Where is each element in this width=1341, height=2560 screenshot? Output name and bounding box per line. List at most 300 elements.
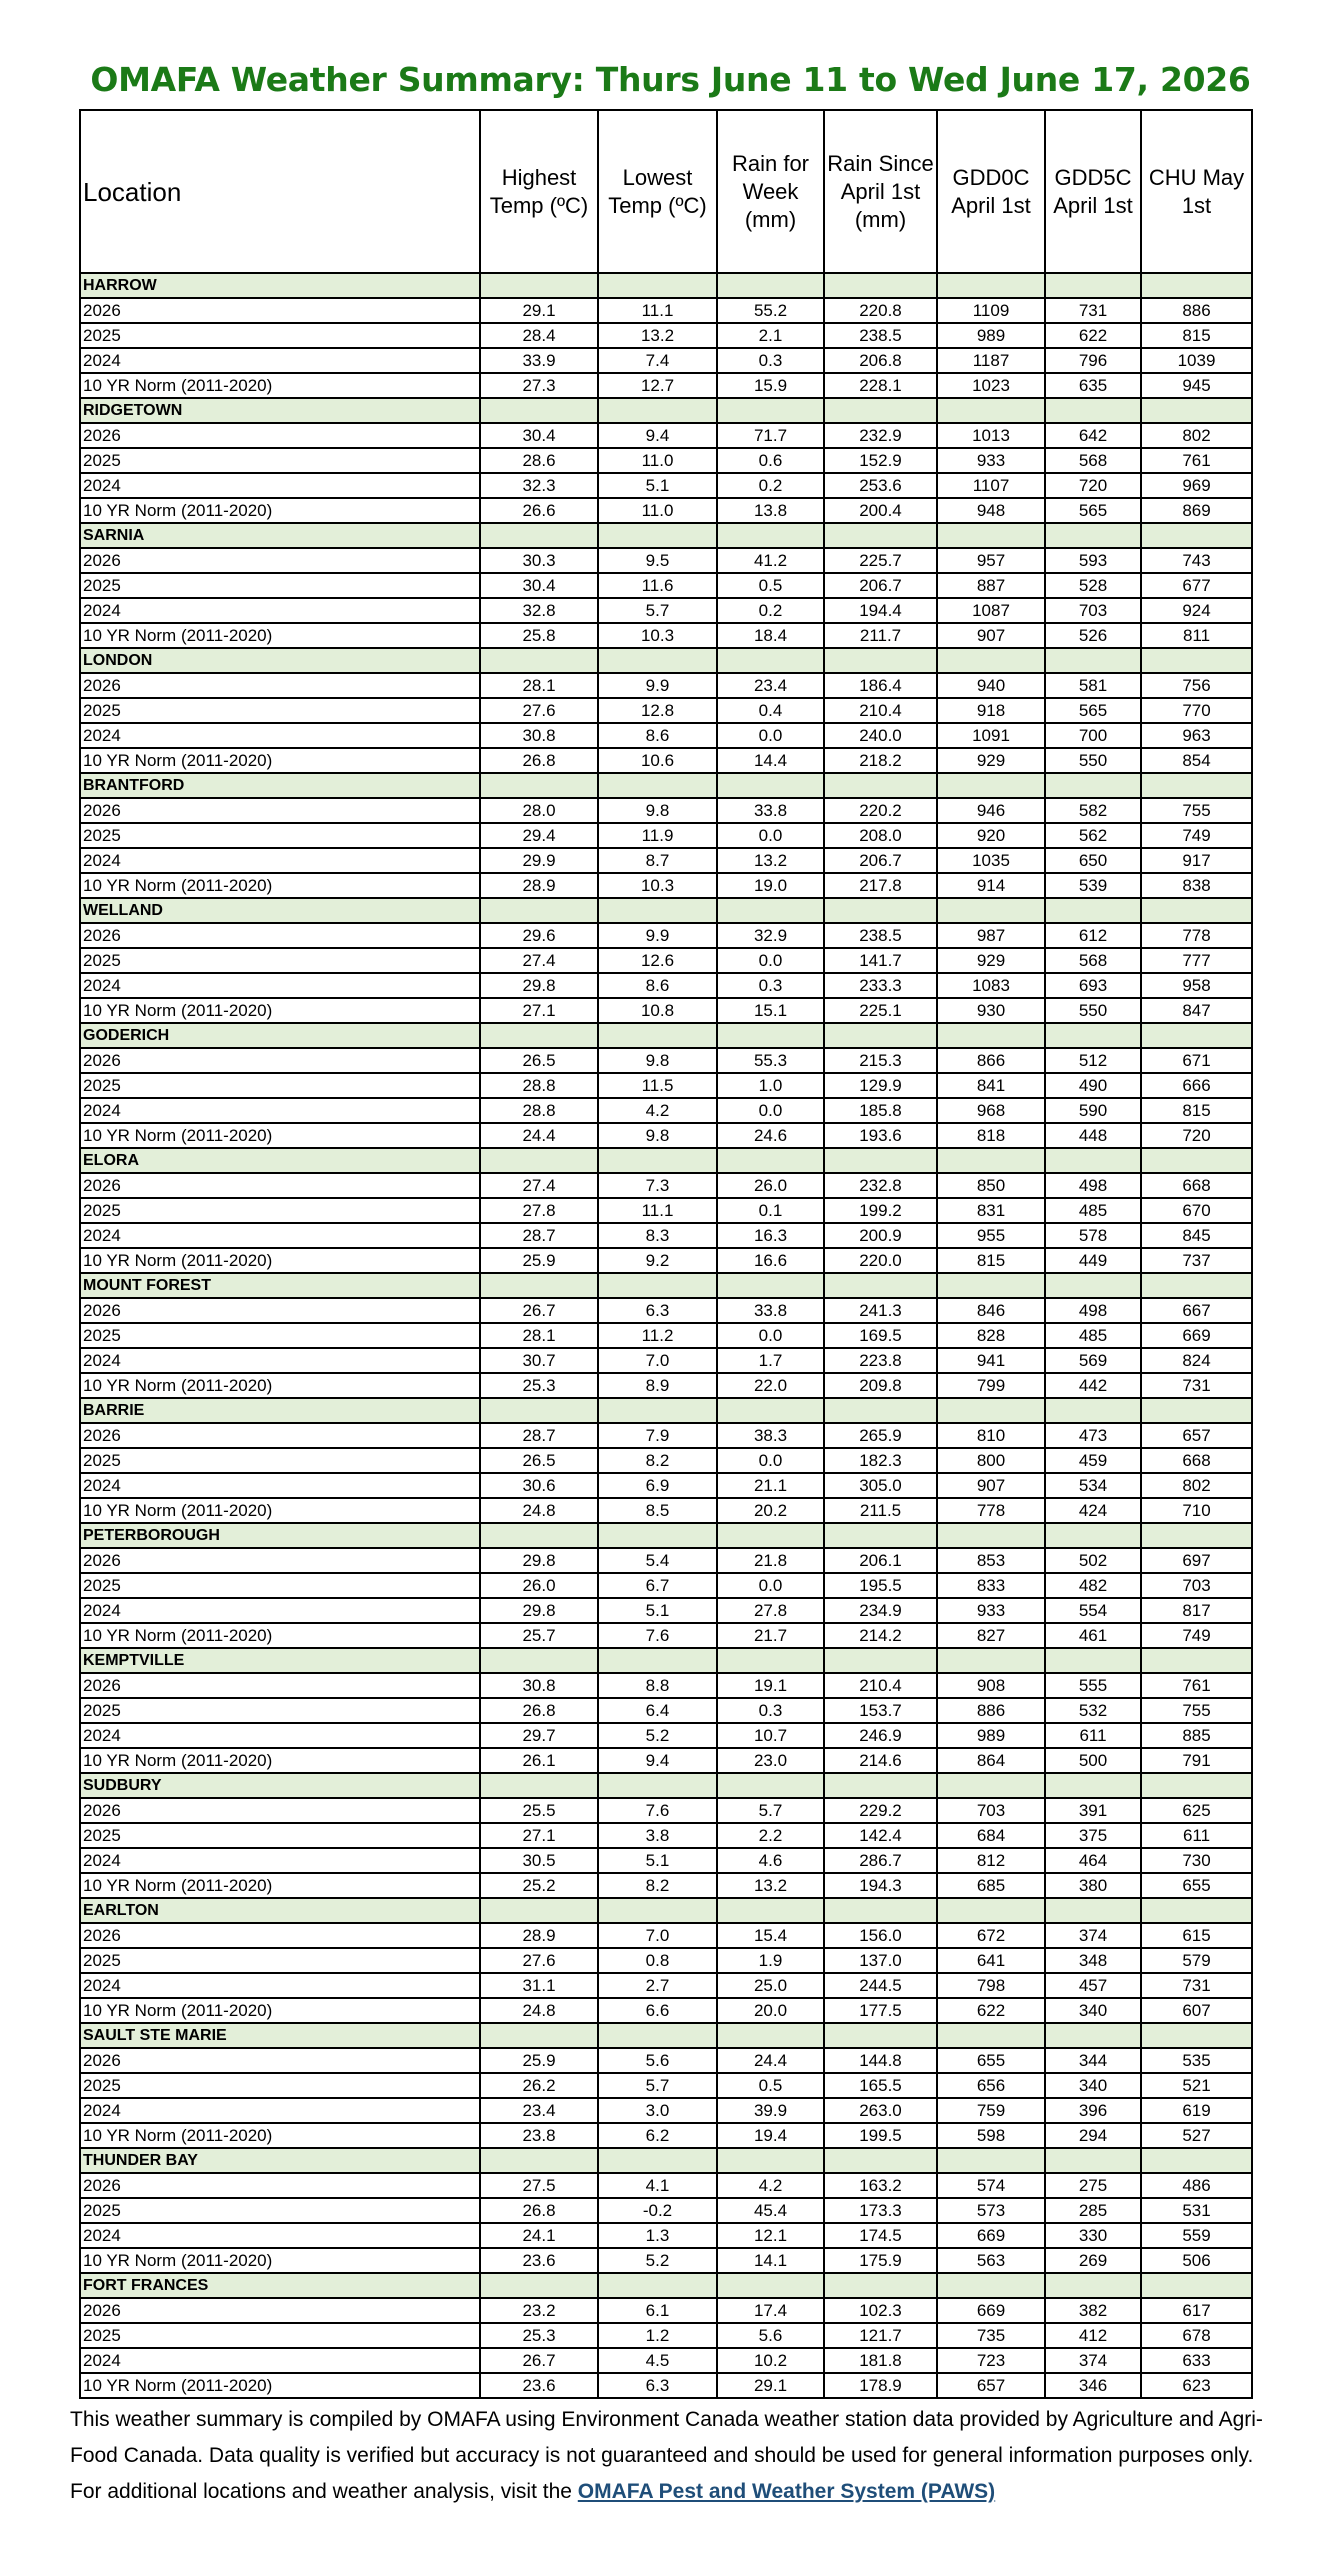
data-cell: 920 (937, 823, 1045, 848)
table-row (80, 2048, 1252, 2073)
data-cell: 21.8 (717, 1548, 824, 1573)
data-cell: 498 (1045, 1298, 1141, 1323)
location-section-row (80, 773, 1252, 798)
data-cell: 562 (1045, 823, 1141, 848)
row-label: 2025 (80, 2198, 480, 2223)
location-section-row (80, 898, 1252, 923)
data-cell: 2.1 (717, 323, 824, 348)
data-cell: 28.9 (480, 1923, 598, 1948)
data-cell: 611 (1141, 1823, 1252, 1848)
data-cell: 989 (937, 323, 1045, 348)
data-cell: 448 (1045, 1123, 1141, 1148)
row-label: 2025 (80, 2323, 480, 2348)
section-empty-cell (480, 523, 598, 548)
data-cell: 731 (1141, 1973, 1252, 1998)
data-cell: 21.7 (717, 1623, 824, 1648)
data-cell: 815 (937, 1248, 1045, 1273)
data-cell: 796 (1045, 348, 1141, 373)
data-cell: 24.8 (480, 1998, 598, 2023)
header-row (80, 110, 1252, 273)
section-empty-cell (1141, 1398, 1252, 1423)
table-row (80, 323, 1252, 348)
data-cell: 0.0 (717, 948, 824, 973)
data-cell: 30.8 (480, 723, 598, 748)
data-cell: 940 (937, 673, 1045, 698)
data-cell: 344 (1045, 2048, 1141, 2073)
data-cell: 565 (1045, 698, 1141, 723)
table-row (80, 1823, 1252, 1848)
section-empty-cell (1045, 1773, 1141, 1798)
data-cell: 811 (1141, 623, 1252, 648)
data-cell: 720 (1141, 1123, 1252, 1148)
data-cell: 9.9 (598, 673, 717, 698)
data-cell: 657 (937, 2373, 1045, 2398)
data-cell: 802 (1141, 1473, 1252, 1498)
table-body (80, 273, 1252, 2398)
paws-link[interactable]: OMAFA Pest and Weather System (PAWS) (577, 2480, 996, 2503)
section-empty-cell (937, 273, 1045, 298)
data-cell: 633 (1141, 2348, 1252, 2373)
row-label: 2026 (80, 798, 480, 823)
data-cell: 791 (1141, 1748, 1252, 1773)
data-cell: 0.1 (717, 1198, 824, 1223)
data-cell: 199.2 (824, 1198, 937, 1223)
data-cell: 382 (1045, 2298, 1141, 2323)
table-row (80, 2123, 1252, 2148)
data-cell: 26.2 (480, 2073, 598, 2098)
data-cell: 930 (937, 998, 1045, 1023)
data-cell: 812 (937, 1848, 1045, 1873)
data-cell: 850 (937, 1173, 1045, 1198)
data-cell: 9.2 (598, 1248, 717, 1273)
data-cell: 5.2 (598, 1723, 717, 1748)
data-cell: 346 (1045, 2373, 1141, 2398)
table-row (80, 598, 1252, 623)
section-empty-cell (717, 1898, 824, 1923)
data-cell: 723 (937, 2348, 1045, 2373)
row-label: 2026 (80, 2298, 480, 2323)
data-cell: 0.2 (717, 598, 824, 623)
section-empty-cell (717, 2023, 824, 2048)
data-cell: 195.5 (824, 1573, 937, 1598)
row-label: 10 YR Norm (2011-2020) (80, 1623, 480, 1648)
data-cell: 12.7 (598, 373, 717, 398)
data-cell: 0.4 (717, 698, 824, 723)
row-label: 2024 (80, 1348, 480, 1373)
data-cell: 755 (1141, 1698, 1252, 1723)
row-label: 10 YR Norm (2011-2020) (80, 2373, 480, 2398)
data-cell: 0.2 (717, 473, 824, 498)
data-cell: 28.4 (480, 323, 598, 348)
location-section-row (80, 398, 1252, 423)
data-cell: 29.8 (480, 1548, 598, 1573)
data-cell: 121.7 (824, 2323, 937, 2348)
data-cell: 29.6 (480, 923, 598, 948)
data-cell: 6.3 (598, 1298, 717, 1323)
data-cell: 374 (1045, 1923, 1141, 1948)
data-cell: 23.0 (717, 1748, 824, 1773)
section-empty-cell (824, 273, 937, 298)
data-cell: 211.5 (824, 1498, 937, 1523)
table-row (80, 623, 1252, 648)
data-cell: 590 (1045, 1098, 1141, 1123)
section-empty-cell (480, 2023, 598, 2048)
table-row (80, 873, 1252, 898)
data-cell: 275 (1045, 2173, 1141, 2198)
data-cell: 232.8 (824, 1173, 937, 1198)
data-cell: 24.1 (480, 2223, 598, 2248)
row-label: 10 YR Norm (2011-2020) (80, 1748, 480, 1773)
data-cell: 396 (1045, 2098, 1141, 2123)
data-cell: 29.7 (480, 1723, 598, 1748)
section-empty-cell (717, 1148, 824, 1173)
location-name: FORT FRANCES (80, 2273, 480, 2298)
data-cell: 20.0 (717, 1998, 824, 2023)
section-empty-cell (598, 1648, 717, 1673)
row-label: 2025 (80, 1323, 480, 1348)
table-row (80, 723, 1252, 748)
location-name: GODERICH (80, 1023, 480, 1048)
data-cell: 15.1 (717, 998, 824, 1023)
row-label: 10 YR Norm (2011-2020) (80, 1248, 480, 1273)
row-label: 2026 (80, 923, 480, 948)
table-row (80, 1098, 1252, 1123)
row-label: 2024 (80, 1973, 480, 1998)
table-row (80, 1948, 1252, 1973)
table-row (80, 2248, 1252, 2273)
data-cell: 238.5 (824, 923, 937, 948)
data-cell: 555 (1045, 1673, 1141, 1698)
data-cell: 214.2 (824, 1623, 937, 1648)
data-cell: 8.9 (598, 1373, 717, 1398)
data-cell: 924 (1141, 598, 1252, 623)
table-row (80, 1298, 1252, 1323)
data-cell: 241.3 (824, 1298, 937, 1323)
row-label: 10 YR Norm (2011-2020) (80, 498, 480, 523)
table-row (80, 1373, 1252, 1398)
data-cell: -0.2 (598, 2198, 717, 2223)
data-cell: 28.1 (480, 1323, 598, 1348)
table-row (80, 1723, 1252, 1748)
data-cell: 375 (1045, 1823, 1141, 1848)
data-cell: 45.4 (717, 2198, 824, 2223)
location-name: RIDGETOWN (80, 398, 480, 423)
data-cell: 3.8 (598, 1823, 717, 1848)
data-cell: 1.3 (598, 2223, 717, 2248)
data-cell: 0.3 (717, 1698, 824, 1723)
header-rain-week: Rain for Week (mm) (717, 110, 824, 273)
data-cell: 12.6 (598, 948, 717, 973)
data-cell: 9.9 (598, 923, 717, 948)
data-cell: 32.9 (717, 923, 824, 948)
data-cell: 185.8 (824, 1098, 937, 1123)
data-cell: 908 (937, 1673, 1045, 1698)
data-cell: 989 (937, 1723, 1045, 1748)
data-cell: 25.9 (480, 2048, 598, 2073)
section-empty-cell (480, 1523, 598, 1548)
data-cell: 918 (937, 698, 1045, 723)
data-cell: 611 (1045, 1723, 1141, 1748)
data-cell: 512 (1045, 1048, 1141, 1073)
data-cell: 374 (1045, 2348, 1141, 2373)
section-empty-cell (480, 398, 598, 423)
section-empty-cell (1141, 1273, 1252, 1298)
table-row (80, 1573, 1252, 1598)
data-cell: 174.5 (824, 2223, 937, 2248)
data-cell: 958 (1141, 973, 1252, 998)
data-cell: 828 (937, 1323, 1045, 1348)
data-cell: 23.2 (480, 2298, 598, 2323)
data-cell: 5.1 (598, 1598, 717, 1623)
section-empty-cell (717, 273, 824, 298)
section-empty-cell (1141, 898, 1252, 923)
data-cell: 285 (1045, 2198, 1141, 2223)
data-cell: 579 (1141, 1948, 1252, 1973)
row-label: 2026 (80, 1798, 480, 1823)
data-cell: 700 (1045, 723, 1141, 748)
data-cell: 28.6 (480, 448, 598, 473)
data-cell: 1039 (1141, 348, 1252, 373)
data-cell: 25.9 (480, 1248, 598, 1273)
section-empty-cell (937, 1398, 1045, 1423)
data-cell: 33.8 (717, 798, 824, 823)
data-cell: 240.0 (824, 723, 937, 748)
data-cell: 10.3 (598, 623, 717, 648)
table-row (80, 473, 1252, 498)
data-cell: 193.6 (824, 1123, 937, 1148)
data-cell: 568 (1045, 948, 1141, 973)
section-empty-cell (1045, 523, 1141, 548)
section-empty-cell (824, 398, 937, 423)
section-empty-cell (598, 523, 717, 548)
row-label: 10 YR Norm (2011-2020) (80, 2248, 480, 2273)
data-cell: 102.3 (824, 2298, 937, 2323)
data-cell: 41.2 (717, 548, 824, 573)
data-cell: 731 (1045, 298, 1141, 323)
section-empty-cell (717, 398, 824, 423)
table-row (80, 573, 1252, 598)
section-empty-cell (1141, 2148, 1252, 2173)
section-empty-cell (480, 2148, 598, 2173)
table-row (80, 673, 1252, 698)
data-cell: 340 (1045, 1998, 1141, 2023)
data-cell: 30.3 (480, 548, 598, 573)
data-cell: 671 (1141, 1048, 1252, 1073)
data-cell: 929 (937, 948, 1045, 973)
data-cell: 8.2 (598, 1448, 717, 1473)
header-highest-temp: Highest Temp (ºC) (480, 110, 598, 273)
table-row (80, 1673, 1252, 1698)
row-label: 2025 (80, 1448, 480, 1473)
table-row (80, 823, 1252, 848)
data-cell: 831 (937, 1198, 1045, 1223)
table-row (80, 2098, 1252, 2123)
section-empty-cell (824, 2273, 937, 2298)
data-cell: 199.5 (824, 2123, 937, 2148)
table-row (80, 1798, 1252, 1823)
data-cell: 25.3 (480, 2323, 598, 2348)
data-cell: 8.7 (598, 848, 717, 873)
data-cell: 19.0 (717, 873, 824, 898)
data-cell: 693 (1045, 973, 1141, 998)
data-cell: 25.8 (480, 623, 598, 648)
data-cell: 678 (1141, 2323, 1252, 2348)
data-cell: 11.1 (598, 298, 717, 323)
data-cell: 28.8 (480, 1073, 598, 1098)
section-empty-cell (717, 1773, 824, 1798)
data-cell: 641 (937, 1948, 1045, 1973)
data-cell: 218.2 (824, 748, 937, 773)
section-empty-cell (717, 1273, 824, 1298)
data-cell: 30.8 (480, 1673, 598, 1698)
section-empty-cell (598, 2148, 717, 2173)
section-empty-cell (824, 1148, 937, 1173)
data-cell: 550 (1045, 748, 1141, 773)
table-row (80, 1498, 1252, 1523)
data-cell: 26.0 (480, 1573, 598, 1598)
data-cell: 27.6 (480, 1948, 598, 1973)
data-cell: 200.4 (824, 498, 937, 523)
data-cell: 4.6 (717, 1848, 824, 1873)
table-row (80, 1423, 1252, 1448)
location-section-row (80, 1023, 1252, 1048)
section-empty-cell (717, 773, 824, 798)
data-cell: 473 (1045, 1423, 1141, 1448)
data-cell: 565 (1045, 498, 1141, 523)
data-cell: 506 (1141, 2248, 1252, 2273)
data-cell: 11.1 (598, 1198, 717, 1223)
location-section-row (80, 2023, 1252, 2048)
data-cell: 55.2 (717, 298, 824, 323)
data-cell: 578 (1045, 1223, 1141, 1248)
section-empty-cell (824, 1023, 937, 1048)
table-row (80, 848, 1252, 873)
row-label: 2024 (80, 973, 480, 998)
data-cell: 7.9 (598, 1423, 717, 1448)
data-cell: 33.9 (480, 348, 598, 373)
data-cell: 28.1 (480, 673, 598, 698)
data-cell: 945 (1141, 373, 1252, 398)
data-cell: 225.7 (824, 548, 937, 573)
section-empty-cell (1141, 398, 1252, 423)
data-cell: 1.2 (598, 2323, 717, 2348)
data-cell: 26.5 (480, 1048, 598, 1073)
data-cell: 710 (1141, 1498, 1252, 1523)
data-cell: 25.7 (480, 1623, 598, 1648)
table-row (80, 2348, 1252, 2373)
data-cell: 181.8 (824, 2348, 937, 2373)
section-empty-cell (1045, 1648, 1141, 1673)
data-cell: 833 (937, 1573, 1045, 1598)
row-label: 2024 (80, 1848, 480, 1873)
data-cell: 27.8 (480, 1198, 598, 1223)
data-cell: 210.4 (824, 698, 937, 723)
header-rain-since-april: Rain Since April 1st (mm) (824, 110, 937, 273)
data-cell: 655 (1141, 1873, 1252, 1898)
section-empty-cell (824, 1273, 937, 1298)
location-section-row (80, 1648, 1252, 1673)
location-section-row (80, 1398, 1252, 1423)
data-cell: 907 (937, 623, 1045, 648)
table-row (80, 1198, 1252, 1223)
row-label: 10 YR Norm (2011-2020) (80, 873, 480, 898)
data-cell: 1187 (937, 348, 1045, 373)
data-cell: 30.7 (480, 1348, 598, 1373)
data-cell: 28.9 (480, 873, 598, 898)
data-cell: 8.5 (598, 1498, 717, 1523)
data-cell: 619 (1141, 2098, 1252, 2123)
data-cell: 521 (1141, 2073, 1252, 2098)
data-cell: 0.0 (717, 1098, 824, 1123)
location-name: LONDON (80, 648, 480, 673)
data-cell: 26.0 (717, 1173, 824, 1198)
data-cell: 141.7 (824, 948, 937, 973)
data-cell: 24.4 (480, 1123, 598, 1148)
data-cell: 841 (937, 1073, 1045, 1098)
table-row (80, 2198, 1252, 2223)
data-cell: 1.9 (717, 1948, 824, 1973)
table-row (80, 1998, 1252, 2023)
data-cell: 177.5 (824, 1998, 937, 2023)
location-name: KEMPTVILLE (80, 1648, 480, 1673)
data-cell: 968 (937, 1098, 1045, 1123)
data-cell: 144.8 (824, 2048, 937, 2073)
data-cell: 23.4 (480, 2098, 598, 2123)
table-row (80, 548, 1252, 573)
section-empty-cell (598, 273, 717, 298)
data-cell: 9.8 (598, 798, 717, 823)
section-empty-cell (1141, 773, 1252, 798)
data-cell: 10.7 (717, 1723, 824, 1748)
data-cell: 778 (937, 1498, 1045, 1523)
data-cell: 854 (1141, 748, 1252, 773)
data-cell: 29.8 (480, 1598, 598, 1623)
data-cell: 142.4 (824, 1823, 937, 1848)
data-cell: 137.0 (824, 1948, 937, 1973)
data-cell: 169.5 (824, 1323, 937, 1348)
data-cell: 5.1 (598, 473, 717, 498)
data-cell: 457 (1045, 1973, 1141, 1998)
data-cell: 886 (1141, 298, 1252, 323)
data-cell: 569 (1045, 1348, 1141, 1373)
weather-summary-table (79, 109, 1253, 2399)
data-cell: 810 (937, 1423, 1045, 1448)
data-cell: 305.0 (824, 1473, 937, 1498)
data-cell: 13.2 (598, 323, 717, 348)
section-empty-cell (480, 273, 598, 298)
row-label: 10 YR Norm (2011-2020) (80, 748, 480, 773)
data-cell: 24.4 (717, 2048, 824, 2073)
section-empty-cell (717, 1523, 824, 1548)
data-cell: 846 (937, 1298, 1045, 1323)
section-empty-cell (717, 523, 824, 548)
data-cell: 32.3 (480, 473, 598, 498)
data-cell: 955 (937, 1223, 1045, 1248)
data-cell: 38.3 (717, 1423, 824, 1448)
data-cell: 650 (1045, 848, 1141, 873)
row-label: 2026 (80, 1298, 480, 1323)
table-row (80, 498, 1252, 523)
data-cell: 286.7 (824, 1848, 937, 1873)
row-label: 2024 (80, 1598, 480, 1623)
data-cell: 1.0 (717, 1073, 824, 1098)
data-cell: 26.1 (480, 1748, 598, 1773)
location-name: SUDBURY (80, 1773, 480, 1798)
table-row (80, 1548, 1252, 1573)
row-label: 10 YR Norm (2011-2020) (80, 623, 480, 648)
data-cell: 265.9 (824, 1423, 937, 1448)
data-cell: 3.0 (598, 2098, 717, 2123)
